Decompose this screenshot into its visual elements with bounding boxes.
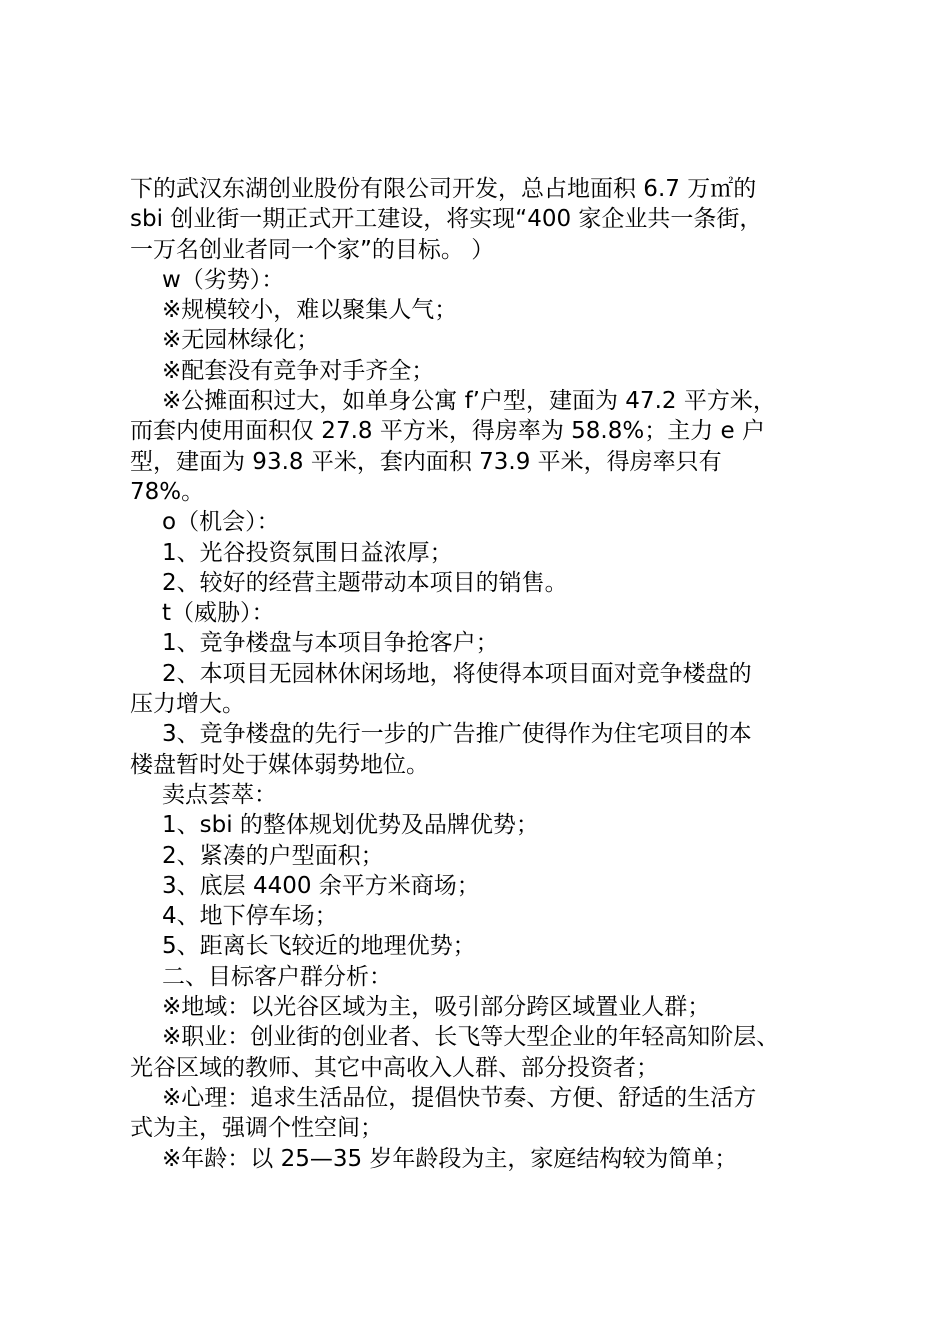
list-item: 3、竞争楼盘的先行一步的广告推广使得作为住宅项目的本 — [162, 721, 752, 748]
list-item: ※心理：追求生活品位，提倡快节奏、方便、舒适的生活方 — [162, 1084, 757, 1111]
list-item: 5、距离长飞较近的地理优势； — [162, 933, 476, 960]
text-line: 而套内使用面积仅 27.8 平方米，得房率为 58.8%；主力 e 户 — [130, 418, 765, 445]
list-item: 1、光谷投资氛围日益浓厚； — [162, 539, 453, 566]
list-item: 3、底层 4400 余平方米商场； — [162, 872, 480, 899]
text-line: 一万名创业者同一个家”的目标。 ） — [130, 236, 495, 263]
text-line: 楼盘暂时处于媒体弱势地位。 — [130, 751, 429, 778]
list-item: ※配套没有竞争对手齐全； — [162, 357, 435, 384]
list-item: 1、竞争楼盘与本项目争抢客户； — [162, 630, 499, 657]
text-line: 78%。 — [130, 478, 205, 505]
list-item: 4、地下停车场； — [162, 903, 338, 930]
list-item: ※公摊面积过大，如单身公寓 f’户型，建面为 47.2 平方米， — [162, 388, 776, 415]
text-line: 下的武汉东湖创业股份有限公司开发，总占地面积 6.7 万㎡的 — [130, 176, 757, 202]
text-line: 型，建面为 93.8 平米，套内面积 73.9 平米，得房率只有 — [130, 448, 722, 475]
list-item: ※规模较小，难以聚集人气； — [162, 297, 458, 324]
text-line: 压力增大。 — [130, 691, 245, 718]
list-item: ※无园林绿化； — [162, 327, 320, 354]
text-line: sbi 创业街一期正式开工建设，将实现“400 家企业共一条街， — [130, 206, 763, 233]
section-heading-target-customers: 二、目标客户群分析： — [162, 963, 392, 990]
document-body — [130, 174, 835, 1174]
section-heading-opportunity: o（机会）： — [162, 509, 280, 536]
list-item: 2、较好的经营主题带动本项目的销售。 — [162, 569, 568, 596]
list-item: ※地域：以光谷区域为主，吸引部分跨区域置业人群； — [162, 994, 711, 1021]
list-item: 1、sbi 的整体规划优势及品牌优势； — [162, 812, 539, 839]
section-heading-threat: t（威胁）： — [162, 600, 275, 627]
section-heading-weakness: w（劣势）： — [162, 266, 285, 293]
text-line: 光谷区域的教师、其它中高收入人群、部分投资者； — [130, 1054, 659, 1081]
text-line: 式为主，强调个性空间； — [130, 1115, 383, 1142]
list-item: 2、紧凑的户型面积； — [162, 842, 384, 869]
list-item: ※年龄：以 25—35 岁年龄段为主，家庭结构较为简单； — [162, 1145, 738, 1172]
list-item: 2、本项目无园林休闲场地，将使得本项目面对竞争楼盘的 — [162, 660, 752, 687]
section-heading-selling-points: 卖点荟萃： — [162, 781, 277, 808]
list-item: ※职业：创业街的创业者、长飞等大型企业的年轻高知阶层、 — [162, 1024, 780, 1051]
